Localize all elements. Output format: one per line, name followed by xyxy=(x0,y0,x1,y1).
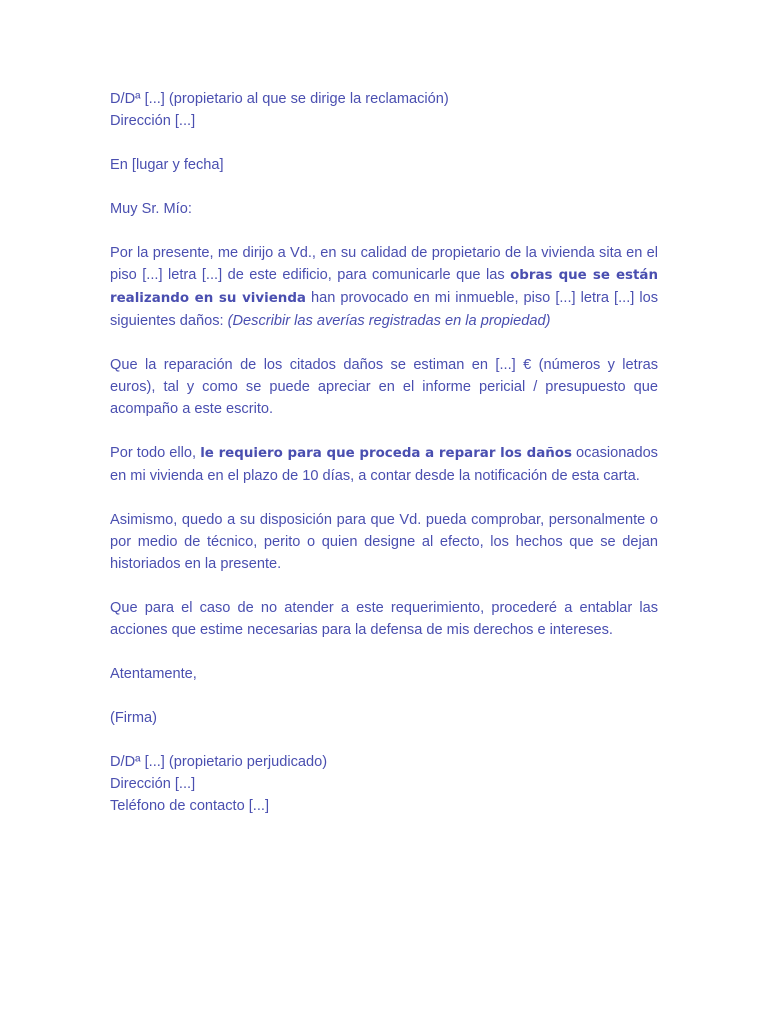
sender-name: D/Dª [...] (propietario perjudicado) xyxy=(110,754,328,770)
paragraph-legal-action: Que para el caso de no atender a este requerimiento, procederé a entablar las acciones que estime necesarias para la defensa de mis derechos e intereses. xyxy=(110,600,658,638)
sender-block xyxy=(110,751,658,817)
sender-phone: Teléfono de contacto [...] xyxy=(110,798,270,814)
recipient-block xyxy=(110,88,658,132)
paragraph-damages-bold: obras que se están realizando en su vivienda xyxy=(110,268,659,306)
paragraph-cost: Que la reparación de los citados daños se estiman en [...] € (números y letras euros), tal y como se puede apreciar en el informe pericial / presupuesto que acompaño a este escrito. xyxy=(110,357,658,417)
paragraph-request-text-2: ocasionados en mi vivienda en el plazo de 10 días, a contar desde la notificación de esta carta. xyxy=(110,445,658,484)
place-date: En [lugar y fecha] xyxy=(110,157,224,173)
sender-address: Dirección [...] xyxy=(110,776,196,792)
letter-body xyxy=(110,88,658,839)
paragraph-availability: Asimismo, quedo a su disposición para que Vd. pueda comprobar, personalmente o por medio de técnico, perito o quien designe al efecto, los hechos que se dejan historiados en la presente. xyxy=(110,512,658,572)
paragraph-damages-text-1: Por la presente, me dirijo a Vd., en su calidad de propietario de la vivienda sita en el piso [...] letra [...] de este edificio, para comunicarle que las xyxy=(110,245,658,283)
paragraph-damages xyxy=(110,242,658,332)
recipient-name: D/Dª [...] (propietario al que se dirige la reclamación) xyxy=(110,91,449,107)
paragraph-request-bold: le requiero para que proceda a reparar los daños xyxy=(200,446,572,461)
paragraph-request-text-1: Por todo ello, xyxy=(110,445,201,461)
closing: Atentamente, xyxy=(110,666,197,682)
recipient-address: Dirección [...] xyxy=(110,113,196,129)
paragraph-request xyxy=(110,442,658,487)
paragraph-damages-italic: (Describir las averías registradas en la propiedad) xyxy=(227,313,551,329)
paragraph-damages-text-2: han provocado en mi inmueble, piso [...] letra [...] los siguientes daños: xyxy=(110,290,658,329)
signature: (Firma) xyxy=(110,710,158,726)
salutation: Muy Sr. Mío: xyxy=(110,201,192,217)
